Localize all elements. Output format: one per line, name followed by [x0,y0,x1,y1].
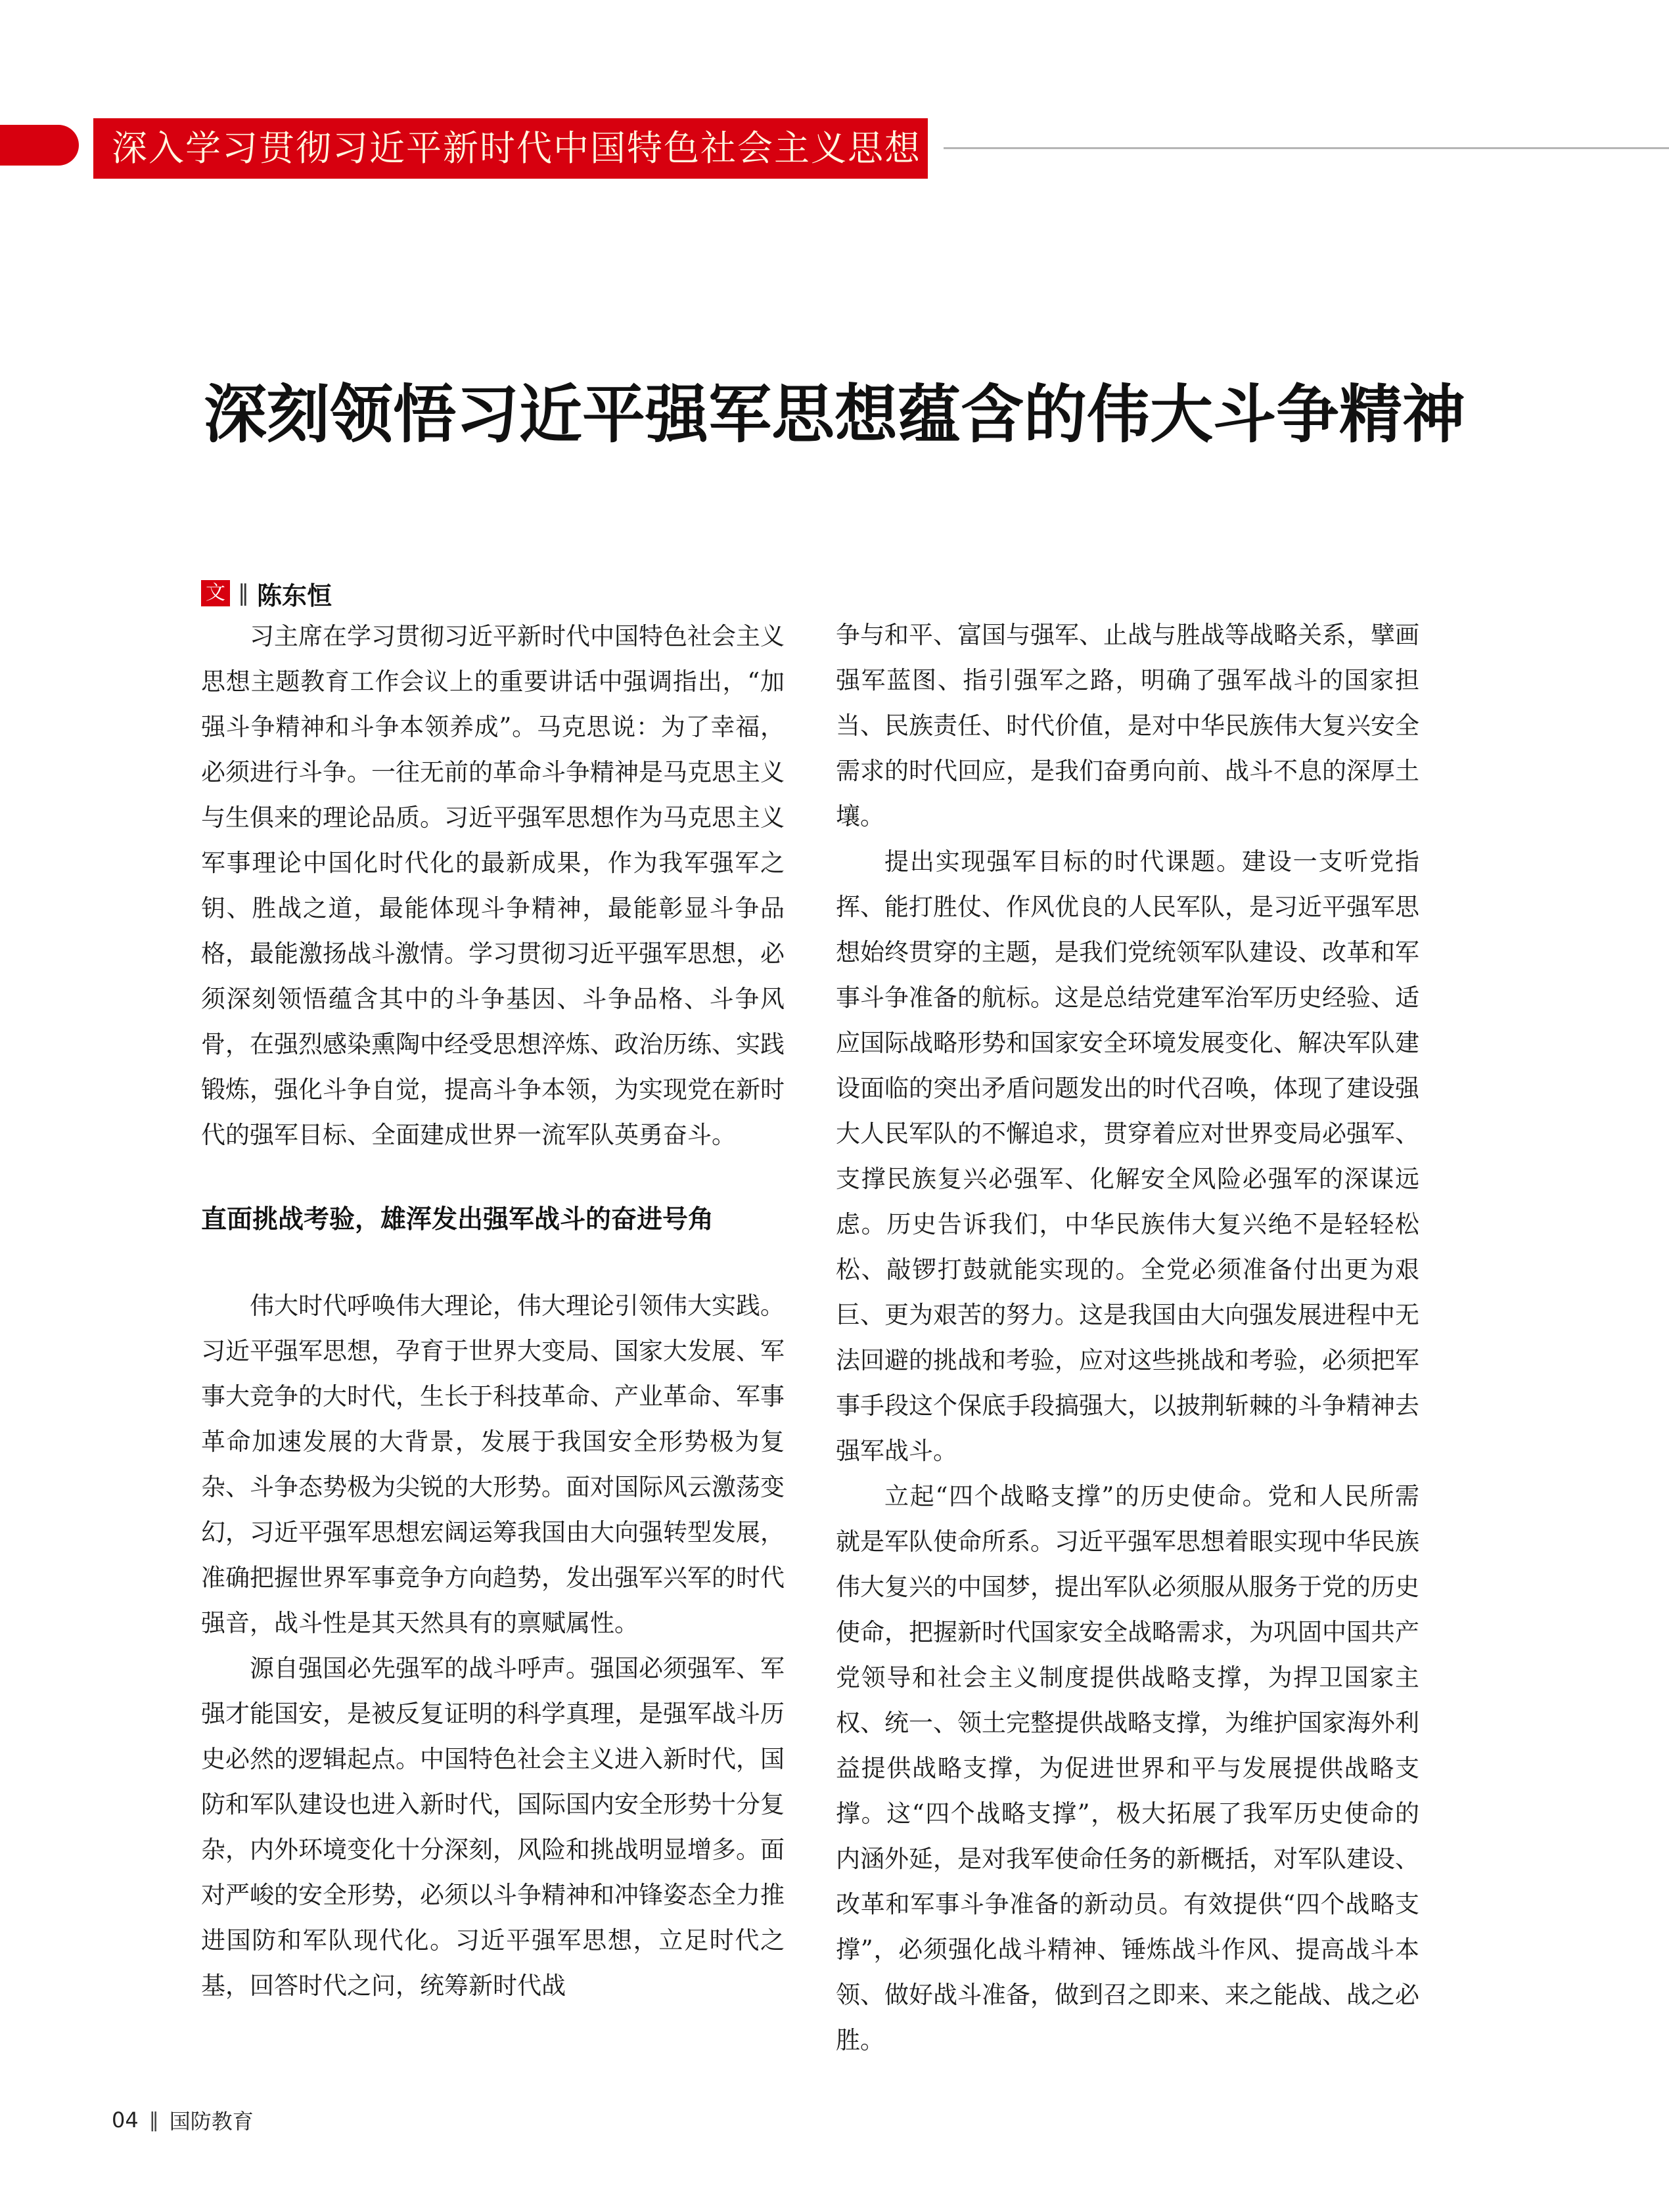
body-paragraph: 伟大时代呼唤伟大理论，伟大理论引领伟大实践。习近平强军思想，孕育于世界大变局、国家大发展、军事大竞争的大时代，生长于科技革命、产业革命、军事革命加速发展的大背景，发展于我国安全形势极为复杂、斗争态势极为尖锐的大形势。面对国际风云激荡变幻，习近平强军思想宏阔运筹我国由大向强转型发展，准确把握世界军事竞争方向趋势，发出强军兴军的时代强音，战斗性是其天然具有的禀赋属性。 [201,1292,785,1637]
article-title: 深刻领悟习近平强军思想蕴含的伟大斗争精神 [204,378,1465,451]
author-name: 陈东恒 [257,581,332,610]
byline-separator: ‖ [238,580,249,606]
article-column-left [201,614,785,2008]
intro-paragraph: 习主席在学习贯彻习近平新时代中国特色社会主义思想主题教育工作会议上的重要讲话中强调指出，“加强斗争精神和斗争本领养成”。马克思说：为了幸福，必须进行斗争。一往无前的革命斗争精神是马克思主义与生俱来的理论品质。习近平强军思想作为马克思主义军事理论中国化时代化的最新成果，作为我军强军之钥、胜战之道，最能体现斗争精神，最能彰显斗争品格，最能激扬战斗激情。学习贯彻习近平强军思想，必须深刻领悟蕴含其中的斗争基因、斗争品格、斗争风骨，在强烈感染熏陶中经受思想淬炼、政治历练、实践锻炼，强化斗争自觉，提高斗争本领，为实现党在新时代的强军目标、全面建成世界一流军队英勇奋斗。 [201,622,785,1149]
section-label: 深入学习贯彻习近平新时代中国特色社会主义思想 [93,118,928,179]
article-column-right [836,612,1419,2063]
byline [201,578,332,608]
page-number: 04 [112,2108,139,2133]
byline-marker: 文 [201,580,230,606]
body-paragraph: 提出实现强军目标的时代课题。建设一支听党指挥、能打胜仗、作风优良的人民军队，是习近平强军思想始终贯穿的主题，是我们党统领军队建设、改革和军事斗争准备的航标。这是总结党建军治军历史经验、适应国际战略形势和国家安全环境发展变化、解决军队建设面临的突出矛盾问题发出的时代召唤，体现了建设强大人民军队的不懈追求，贯穿着应对世界变局必强军、支撑民族复兴必强军、化解安全风险必强军的深谋远虑。历史告诉我们，中华民族伟大复兴绝不是轻轻松松、敲锣打鼓就能实现的。全党必须准备付出更为艰巨、更为艰苦的努力。这是我国由大向强发展进程中无法回避的挑战和考验，应对这些挑战和考验，必须把军事手段这个保底手段搞强大，以披荆斩棘的斗争精神去强军战斗。 [836,847,1419,1465]
publication-name: 国防教育 [169,2109,254,2134]
body-paragraph-continued: 争与和平、富国与强军、止战与胜战等战略关系，擘画强军蓝图、指引强军之路，明确了强军战斗的国家担当、民族责任、时代价值，是对中华民族伟大复兴安全需求的时代回应，是我们奋勇向前、战斗不息的深厚土壤。 [836,621,1419,830]
header-rule [944,147,1669,149]
section-header-bar [0,118,929,179]
body-paragraph: 立起“四个战略支撑”的历史使命。党和人民所需就是军队使命所系。习近平强军思想着眼实现中华民族伟大复兴的中国梦，提出军队必须服从服务于党的历史使命，把握新时代国家安全战略需求，为巩固中国共产党领导和社会主义制度提供战略支撑，为捍卫国家主权、统一、领土完整提供战略支撑，为维护国家海外利益提供战略支撑，为促进世界和平与发展提供战略支撑。这“四个战略支撑”，极大拓展了我军历史使命的内涵外延，是对我军使命任务的新概括，对军队建设、改革和军事斗争准备的新动员。有效提供“四个战略支撑”，必须强化战斗精神、锤炼战斗作风、提高战斗本领、做好战斗准备，做到召之即来、来之能战、战之必胜。 [836,1482,1419,2054]
body-paragraph: 源自强国必先强军的战斗呼声。强国必须强军、军强才能国安，是被反复证明的科学真理，是强军战斗历史必然的逻辑起点。中国特色社会主义进入新时代，国防和军队建设也进入新时代，国际国内安全形势十分复杂，内外环境变化十分深刻，风险和挑战明显增多。面对严峻的安全形势，必须以斗争精神和冲锋姿态全力推进国防和军队现代化。习近平强军思想，立足时代之基，回答时代之问，统筹新时代战 [201,1654,785,2000]
section-heading: 直面挑战考验，雄浑发出强军战斗的奋进号角 [201,1205,714,1234]
footer-separator: ‖ [149,2108,159,2132]
page-footer [112,2105,254,2135]
red-tab-decoration [0,125,79,166]
